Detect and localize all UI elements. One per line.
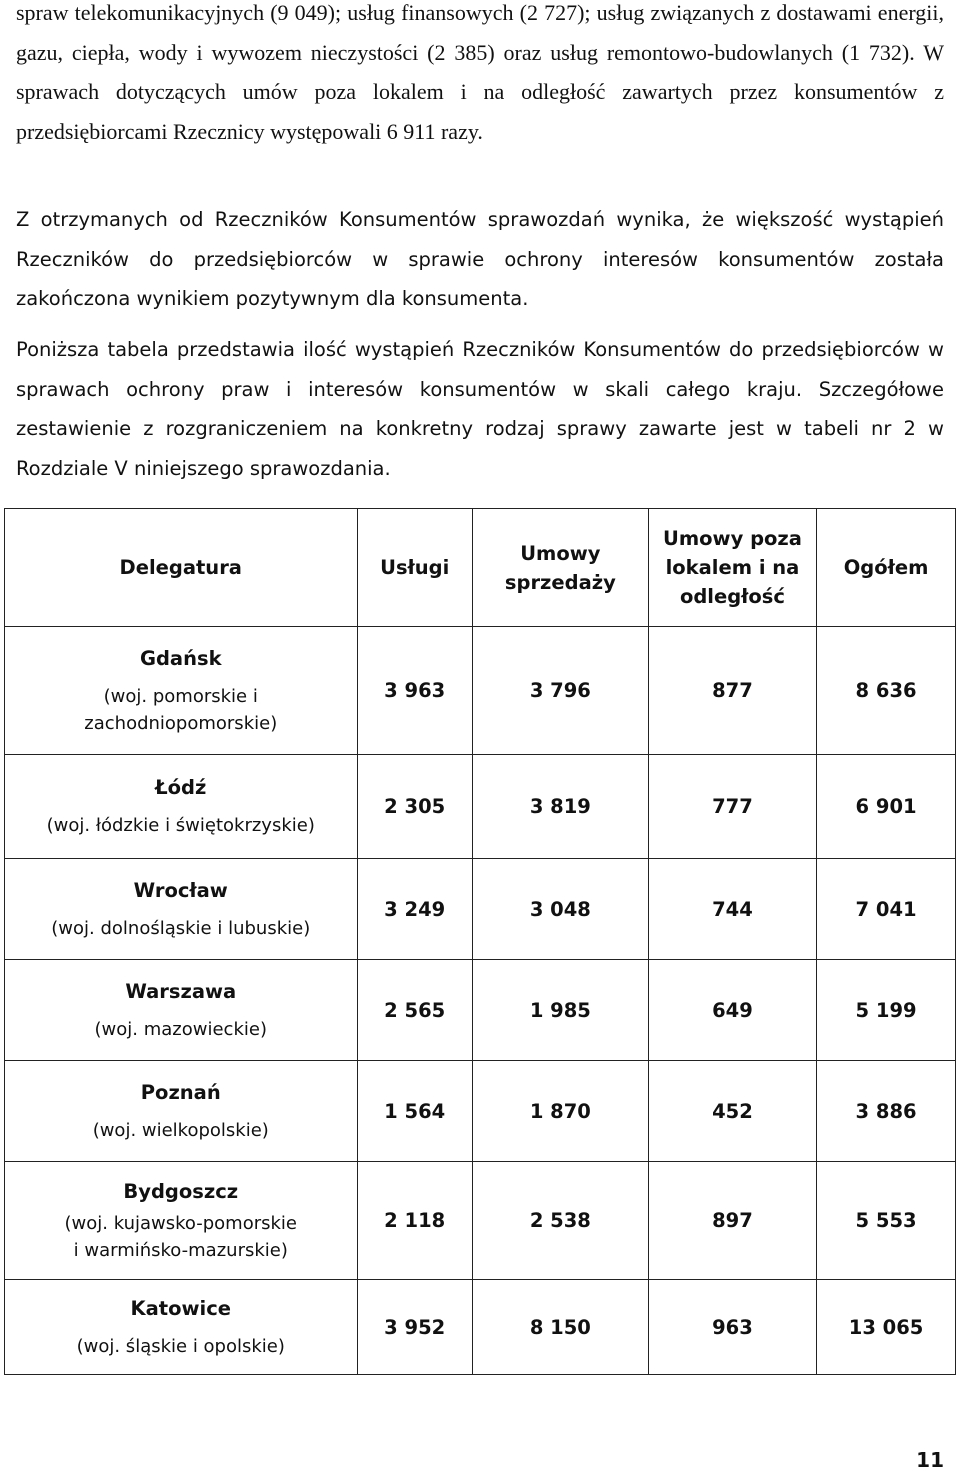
poza-lokalem-cell: 897 [648,1162,816,1280]
table-row [5,960,956,1061]
ogolem-cell: 6 901 [817,755,956,859]
header-ogolem: Ogółem [817,509,956,627]
delegatura-cell [5,1280,358,1375]
delegatura-cell [5,627,358,755]
region-name: Bydgoszcz [123,1179,239,1203]
ogolem-cell: 13 065 [817,1280,956,1375]
delegatura-cell [5,755,358,859]
uslugi-cell: 2 565 [357,960,472,1061]
ogolem-cell: 5 199 [817,960,956,1061]
ogolem-cell: 3 886 [817,1061,956,1162]
header-umowy-poza-lokalem: Umowy poza lokalem i na odległość [648,509,816,627]
poza-lokalem-cell: 744 [648,859,816,960]
uslugi-cell: 3 952 [357,1280,472,1375]
poza-lokalem-cell: 877 [648,627,816,755]
region-name: Gdańsk [139,646,222,670]
sprzedazy-cell: 1 870 [472,1061,648,1162]
sprzedazy-cell: 2 538 [472,1162,648,1280]
sprzedazy-cell: 1 985 [472,960,648,1061]
table-row [5,755,956,859]
uslugi-cell: 1 564 [357,1061,472,1162]
delegatura-cell [5,1061,358,1162]
ogolem-cell: 5 553 [817,1162,956,1280]
ogolem-cell: 8 636 [817,627,956,755]
table-row [5,1061,956,1162]
uslugi-cell: 2 305 [357,755,472,859]
region-desc: (woj. mazowieckie) [94,1018,267,1040]
region-name: Katowice [130,1296,231,1320]
region-name: Warszawa [125,979,237,1003]
table-row [5,627,956,755]
header-umowy-sprzedazy: Umowy sprzedaży [472,509,648,627]
uslugi-cell: 3 963 [357,627,472,755]
poza-lokalem-cell: 452 [648,1061,816,1162]
table-header-row [5,509,956,627]
page-number: 11 [916,1448,944,1472]
header-delegatura: Delegatura [5,509,358,627]
region-desc: (woj. wielkopolskie) [92,1119,269,1141]
region-desc: (woj. dolnośląskie i lubuskie) [51,917,311,939]
table-row [5,859,956,960]
header-uslugi: Usługi [357,509,472,627]
sprzedazy-cell: 3 048 [472,859,648,960]
paragraph-table-description: Poniższa tabela przedstawia ilość wystąpień Rzeczników Konsumentów do przedsiębiorców w sprawach ochrony praw i interesów konsumentów w skali całego kraju. Szczegółowe zestawienie z rozgraniczeniem na konkretny rodzaj sprawy zawarte jest w tabeli nr 2 w Rozdziale V niniejszego sprawozdania. [16,338,944,480]
paragraph-intro: spraw telekomunikacyjnych (9 049); usług finansowych (2 727); usług związanych z dostawami energii, gazu, ciepła, wody i wywozem nieczystości (2 385) oraz usług remontowo-budowlanych (1 732). W sprawach dotyczących umów poza lokalem i na odległość zawartych przez konsumentów z przedsiębiorcami Rzecznicy występowali 6 911 razy. [16,0,944,144]
poza-lokalem-cell: 649 [648,960,816,1061]
poza-lokalem-cell: 963 [648,1280,816,1375]
uslugi-cell: 2 118 [357,1162,472,1280]
sprzedazy-cell: 8 150 [472,1280,648,1375]
delegatura-cell [5,859,358,960]
paragraph-results: Z otrzymanych od Rzeczników Konsumentów sprawozdań wynika, że większość wystąpień Rzeczników do przedsiębiorców w sprawie ochrony interesów konsumentów została zakończona wynikiem pozytywnym dla konsumenta. [16,208,944,310]
uslugi-cell: 3 249 [357,859,472,960]
table-row [5,1280,956,1375]
delegatura-cell [5,960,358,1061]
poza-lokalem-cell: 777 [648,755,816,859]
sprzedazy-cell: 3 819 [472,755,648,859]
region-name: Wrocław [133,878,228,902]
sprzedazy-cell: 3 796 [472,627,648,755]
table-row [5,1162,956,1280]
region-desc: (woj. pomorskie i zachodniopomorskie) [84,685,278,734]
region-desc: (woj. kujawsko-pomorskie i warmińsko-mazurskie) [64,1212,297,1261]
region-desc: (woj. łódzkie i świętokrzyskie) [46,815,315,836]
interventions-table [4,508,956,1375]
delegatura-cell [5,1162,358,1280]
region-name: Łódź [155,776,207,799]
ogolem-cell: 7 041 [817,859,956,960]
region-name: Poznań [140,1080,221,1104]
region-desc: (woj. śląskie i opolskie) [76,1335,285,1357]
